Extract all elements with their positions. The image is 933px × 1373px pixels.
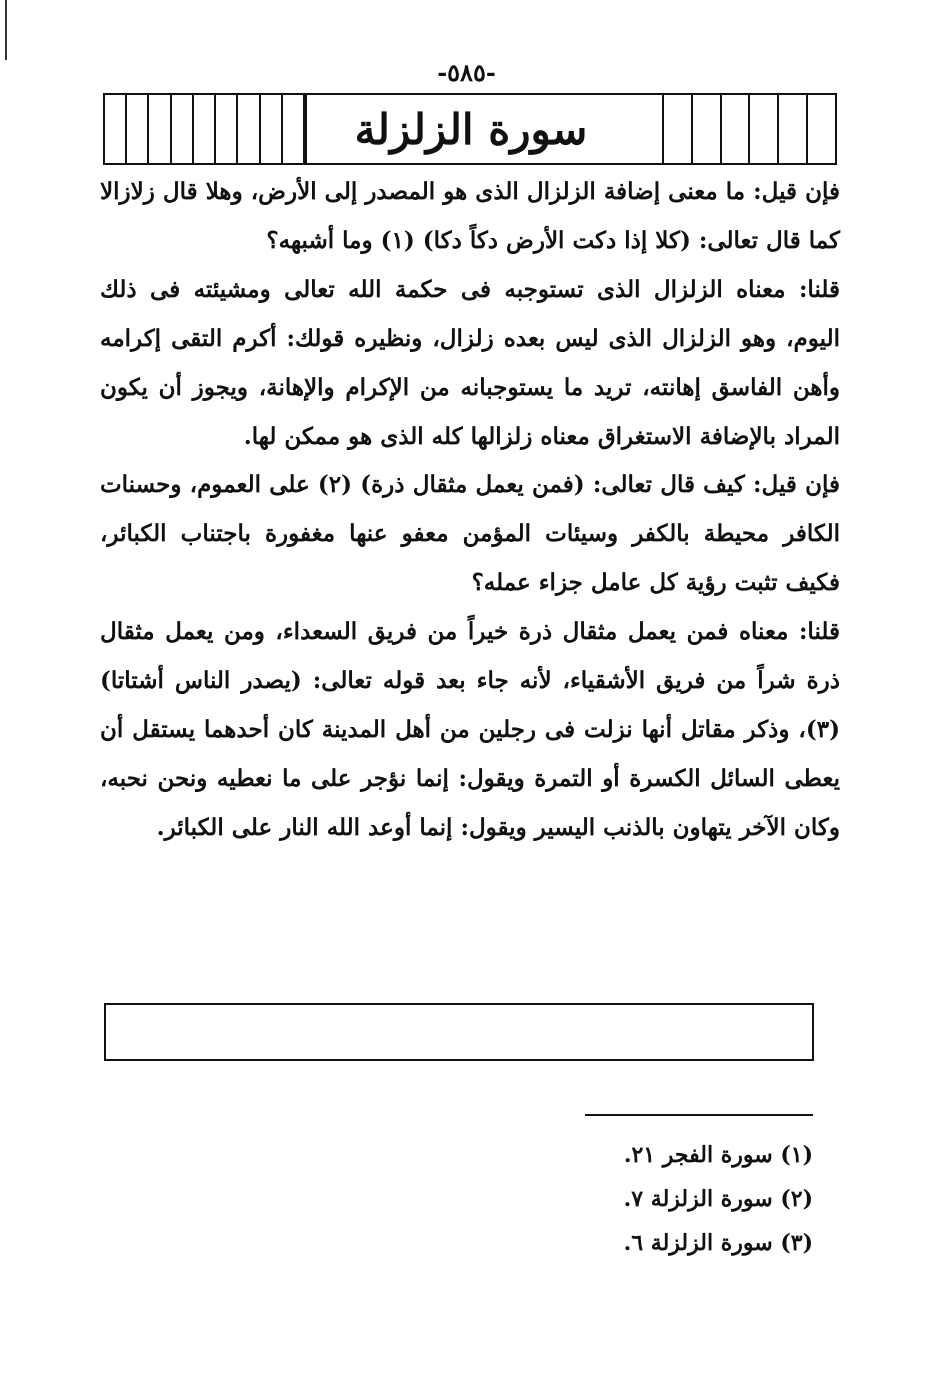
footnote-2: (٢) سورة الزلزلة ٧. (623, 1186, 813, 1212)
frame-stripe (664, 95, 693, 163)
paragraph-answer-2: قلنا: معناه فمن يعمل مثقال ذرة خيراً من فريق السعداء، ومن يعمل مثقال ذرة شراً من فريق الأشقياء، لأنه جاء بعد قوله تعالى: (يصدر الناس أشتاتا) (٣)، وذكر مقاتل أنها نزلت فى رجلين من أهل المدينة كان أحدهما يستقل أن يعطى السائل الكسرة أو التمرة ويقول: إنما نؤجر على ما نعطيه ونحن نحبه، وكان الآخر يتهاون بالذنب اليسير ويقول: إنما أوعد الله النار على الكبائر. (100, 618, 840, 841)
paragraph-question-2: فإن قيل: كيف قال تعالى: (فمن يعمل مثقال ذرة) (٢) على العموم، وحسنات الكافر محيطة بالكفر وسيئات المؤمن معفو عنها مغفورة باجتناب الكبائر، فكيف تثبت رؤية كل عامل جزاء عمله؟ (100, 471, 840, 597)
frame-stripe (216, 95, 238, 163)
page-number: -٥٨٥- (437, 58, 496, 87)
frame-stripe (808, 95, 835, 163)
title-frame-stripes-left (105, 95, 305, 163)
surah-title-frame (103, 93, 837, 165)
frame-stripe (283, 95, 305, 163)
paragraph-question-1: فإن قيل: ما معنى إضافة الزلزال الذى هو المصدر إلى الأرض، وهلا قال زلازالا كما قال تعالى: (كلا إذا دكت الأرض دكاً دكا) (١) وما أشبهه؟ (100, 178, 840, 254)
frame-stripe (750, 95, 779, 163)
frame-stripe (127, 95, 149, 163)
frame-stripe (238, 95, 260, 163)
paragraph-answer-1: قلنا: معناه الزلزال الذى تستوجبه فى حكمة الله تعالى ومشيئته فى ذلك اليوم، وهو الزلزال الذى ليس بعده زلزال، ونظيره قولك: أكرم التقى إكرامه وأهن الفاسق إهانته، تريد ما يستوجبانه من الإكرام والإهانة، ويجوز أن يكون المراد بالإضافة الاستغراق معناه زلزالها كله الذى هو ممكن لها. (100, 275, 840, 450)
frame-stripe (722, 95, 751, 163)
surah-title: سورة الزلزلة (305, 95, 635, 163)
footnote-separator (585, 1114, 813, 1116)
footnote-3: (٣) سورة الزلزلة ٦. (623, 1230, 813, 1256)
frame-stripe (693, 95, 722, 163)
title-frame-stripes-right (635, 95, 835, 163)
footnotes (413, 1133, 813, 1265)
frame-stripe (149, 95, 171, 163)
page-edge-line (5, 0, 7, 60)
frame-stripe (779, 95, 808, 163)
body-text (100, 168, 840, 853)
footnote-1: (١) سورة الفجر ٢١. (623, 1142, 813, 1168)
frame-stripe (172, 95, 194, 163)
frame-stripe (105, 95, 127, 163)
frame-stripe (194, 95, 216, 163)
frame-stripe (261, 95, 283, 163)
empty-frame (104, 1003, 814, 1061)
frame-stripe (635, 95, 664, 163)
